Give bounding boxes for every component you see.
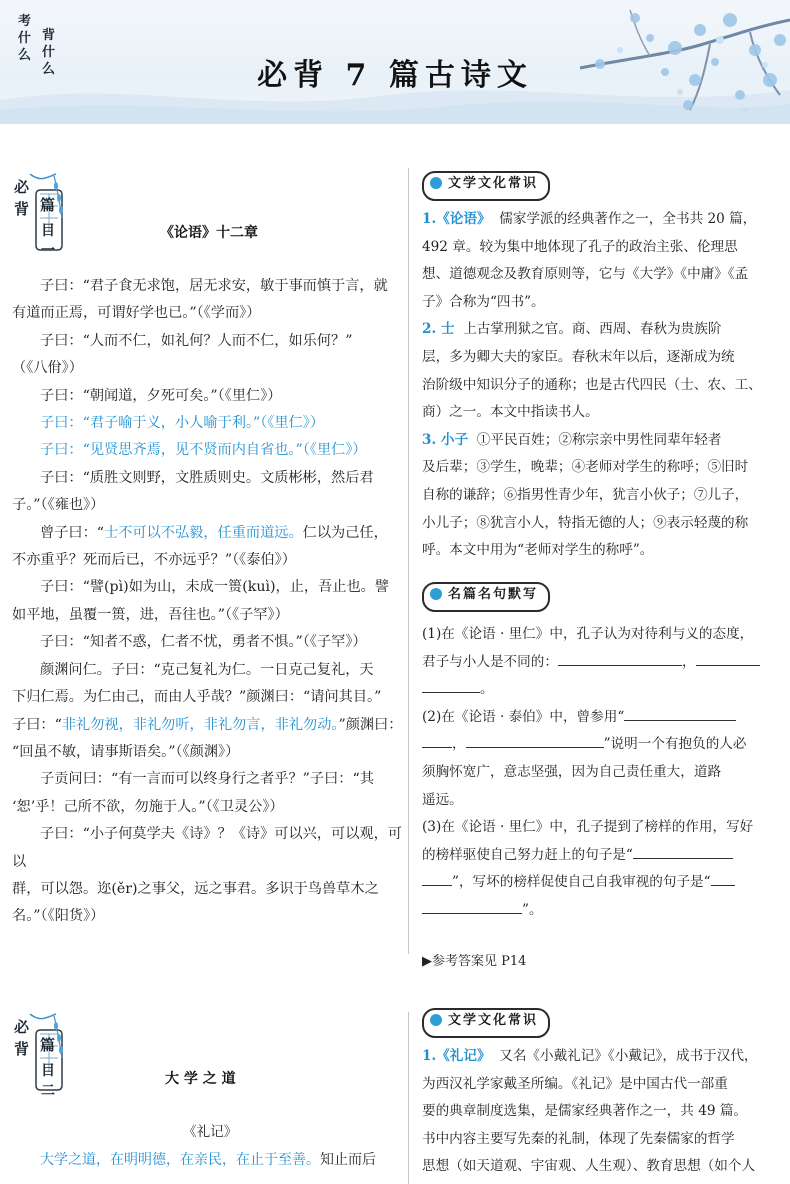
text-line: 群，可以怨。迩(ěr)之事父，远之事君。多识于鸟兽草木之: [12, 880, 379, 897]
question-line: [422, 704, 778, 732]
question-line: [422, 649, 778, 677]
note-text: ①平民百姓；②称宗亲中男性同辈年轻者: [476, 431, 722, 448]
text-segment: 曾子曰：“: [40, 524, 105, 541]
note-line: 层，多为卿大夫的家臣。春秋末年以后，逐渐成为统: [422, 348, 735, 365]
text-line: 子曰：“知者不惑，仁者不忧，勇者不惧。”（《子罕》）: [40, 634, 367, 651]
tag-label: 文学文化常识: [448, 176, 539, 191]
question-text: (2)在《论语 · 泰伯》中，曾参用“: [422, 708, 625, 725]
answer-reference: ▶参考答案见 P14: [422, 954, 527, 969]
lunyu-text: [12, 273, 404, 931]
chapter-title-2: 大 学 之 道: [165, 1071, 236, 1087]
question-line: [422, 731, 778, 759]
answer-blank[interactable]: [624, 706, 736, 721]
brand-char: 什: [18, 31, 32, 46]
question-line: 须胸怀宽广，意志坚强，因为自己责任重大，道路: [422, 763, 722, 780]
question-line: [422, 869, 778, 897]
note-term: 2. 士: [422, 321, 455, 338]
text-segment: 知止而后: [320, 1152, 376, 1168]
note-line: 自称的谦辞；⑥指男性青少年，犹言小伙子；⑦儿子，: [422, 486, 749, 503]
note-term: 1.《礼记》: [422, 1048, 491, 1064]
answer-blank[interactable]: [422, 733, 452, 748]
note-line: 及后辈；③学生，晚辈；④老师对学生的称呼；⑤旧时: [422, 459, 749, 476]
note-line: 思想（如天道观、宇宙观、人生观）、教育思想（如个人: [422, 1158, 756, 1175]
text-line: 下归仁焉。为仁由己，而由人乎哉？”颜渊曰：“请问其目。”: [12, 689, 382, 706]
text-line: 不亦重乎？死而后已，不亦远乎？”（《泰伯》）: [12, 552, 296, 569]
note-line: 治阶级中知识分子的通称；也是古代四民（士、农、工、: [422, 376, 762, 393]
section-badge-1: [10, 172, 66, 259]
question-line: 遥远。: [422, 791, 463, 808]
note-line: 492 章。较为集中地体现了孔子的政治主张、伦理思: [422, 238, 738, 255]
section-tag-dictation: [422, 582, 550, 612]
question-text: ”。: [522, 901, 543, 918]
note-text: 儒家学派的经典著作之一，全书共 20 篇，: [499, 211, 757, 227]
text-line: 子。”（《雍也》）: [12, 497, 105, 514]
note-line: 要的典章制度选集，是儒家经典著作之一，共 49 篇。: [422, 1103, 748, 1120]
text-line: 颜渊问仁。子曰：“克己复礼为仁。一日克己复礼，天: [40, 661, 374, 678]
question-line: [422, 897, 778, 925]
text-line: 子贡问曰：“有一言而可以终身行之者乎？”子曰：“其: [40, 771, 374, 788]
text-line: 子曰：“质胜文则野，文胜质则史。文质彬彬，然后君: [40, 469, 374, 486]
section-badge-2: [10, 1012, 66, 1099]
note-line: 书中内容主要写先秦的礼制，体现了先秦儒家的哲学: [422, 1130, 735, 1147]
question-text: ，: [681, 653, 696, 670]
chapter-title-1: 《论语》十二章: [160, 225, 258, 241]
question-text: 君子与小人是不同的：: [422, 653, 558, 670]
note-term: 3. 小子: [422, 431, 469, 448]
text-line: [12, 712, 404, 739]
plum-blossom-illustration: [540, 0, 790, 124]
text-line: 子曰：“朝闻道，夕死可矣。”（《里仁》）: [40, 387, 282, 404]
text-segment: ”颜渊曰：: [338, 716, 403, 733]
answer-blank[interactable]: [422, 871, 452, 886]
text-line: ‘恕’乎！己所不欲，勿施于人。”（《卫灵公》）: [12, 798, 284, 815]
section-tag-knowledge-2: [422, 1008, 550, 1038]
note-term: 1.《论语》: [422, 211, 491, 227]
text-line: 如平地，虽覆一篑，进，吾往也。”（《子罕》）: [12, 606, 289, 623]
tag-dot-icon: [430, 1014, 442, 1026]
badge-char: 必: [14, 178, 30, 196]
note-text: 又名《小戴礼记》《小戴记》，成书于汉代，: [499, 1048, 758, 1064]
answer-blank[interactable]: [696, 651, 760, 666]
question-line: [422, 842, 778, 870]
chapter-source: 《礼记》: [183, 1124, 238, 1140]
badge-char: 篇: [40, 1036, 56, 1054]
text-line: （《八佾》）: [12, 360, 83, 377]
badge-char: 背: [14, 200, 30, 218]
brand-char: 么: [18, 48, 32, 63]
text-line: 子曰：“小子何莫学夫《诗》？《诗》可以兴，可以观，可以: [12, 826, 402, 870]
question-line: (3)在《论语 · 里仁》中，孔子提到了榜样的作用，写好: [422, 819, 754, 836]
note-line: 为西汉礼学家戴圣所编。《礼记》是中国古代一部重: [422, 1075, 728, 1092]
text-segment: 子曰：“: [12, 716, 62, 733]
tag-label: 名篇名句默写: [448, 587, 539, 602]
question-text: ”说明一个有抱负的人必: [603, 736, 747, 753]
badge-char: 目一: [41, 223, 55, 259]
highlight-line: 子曰：“君子喻于义，小人喻于利。”（《里仁》）: [40, 415, 325, 432]
daxue-text: [12, 1148, 404, 1172]
question-line: [422, 676, 778, 704]
note-line: 子》合称为“四书”。: [422, 293, 545, 310]
text-segment: 仁以为己任，: [302, 524, 388, 541]
text-line: [12, 520, 404, 547]
knowledge-notes-2: [422, 1043, 778, 1181]
brand-char: 什: [42, 45, 56, 60]
highlight-segment: 非礼勿视，非礼勿听，非礼勿言，非礼勿动。: [61, 716, 339, 733]
page-header: [0, 0, 790, 124]
answer-blank[interactable]: [558, 651, 682, 666]
page-title: 必背 7 篇古诗文: [257, 58, 533, 93]
note-line: [422, 206, 778, 234]
text-line: 子曰：“人而不仁，如礼何？人而不仁，如乐何？”: [40, 332, 353, 349]
answer-blank[interactable]: [633, 844, 733, 859]
text-line: 有道而正焉，可谓好学也已。”（《学而》）: [12, 305, 261, 322]
column-divider: [408, 168, 409, 954]
question-text: ”，写坏的榜样促使自己自我审视的句子是“: [452, 874, 711, 891]
note-text: 上古掌刑狱之官。商、西周、春秋为贵族阶: [463, 321, 722, 338]
highlight-segment: 大学之道，在明明德，在亲民，在止于至善。: [40, 1152, 320, 1168]
dictation-questions: [422, 621, 778, 925]
badge-char: 篇: [40, 196, 56, 214]
highlight-line: 子曰：“见贤思齐焉，见不贤而内自省也。”（《里仁》）: [40, 442, 367, 459]
question-line: (1)在《论语 · 里仁》中，孔子认为对待利与义的态度，: [422, 626, 754, 642]
tag-dot-icon: [430, 588, 442, 600]
note-line: 想、道德观念及教育原则等，它与《大学》《中庸》《孟: [422, 266, 749, 283]
answer-blank[interactable]: [422, 899, 522, 914]
highlight-segment: 士不可以不弘毅，任重而道远。: [104, 524, 303, 541]
brand-char: 考: [18, 14, 32, 29]
text-line: 名。”（《阳货》）: [12, 908, 105, 925]
text-line: “回虽不敏，请事斯语矣。”（《颜渊》）: [12, 743, 240, 760]
column-divider: [408, 1012, 409, 1184]
brand-char: 么: [42, 62, 56, 77]
note-line: [422, 316, 778, 344]
question-text: 。: [480, 681, 494, 698]
text-line: 子曰：“君子食无求饱，居无求安，敏于事而慎于言，就: [40, 278, 388, 294]
tag-label: 文学文化常识: [448, 1013, 539, 1028]
note-line: [422, 427, 778, 455]
note-line: 呼。本文中用为“老师对学生的称呼”。: [422, 542, 654, 559]
answer-blank[interactable]: [422, 678, 480, 693]
badge-char: 目二: [41, 1063, 55, 1099]
knowledge-notes-1: [422, 206, 778, 565]
text-line: 子曰：“譬(pì)如为山，未成一篑(kuì)，止，吾止也。譬: [40, 579, 390, 596]
note-line: 小儿子；⑧犹言小人，特指无德的人；⑨表示轻蔑的称: [422, 514, 749, 531]
brand-char: 背: [42, 28, 56, 43]
answer-blank[interactable]: [711, 871, 735, 886]
badge-char: 背: [14, 1040, 30, 1058]
note-line: [422, 1043, 778, 1071]
note-line: 商）之一。本文中指读书人。: [422, 404, 599, 421]
question-text: 的榜样驱使自己努力赶上的句子是“: [422, 846, 633, 863]
badge-char: 必: [14, 1018, 30, 1036]
question-text: ，: [452, 736, 466, 753]
tag-dot-icon: [430, 177, 442, 189]
section-tag-knowledge: [422, 171, 550, 201]
answer-blank[interactable]: [466, 733, 604, 748]
